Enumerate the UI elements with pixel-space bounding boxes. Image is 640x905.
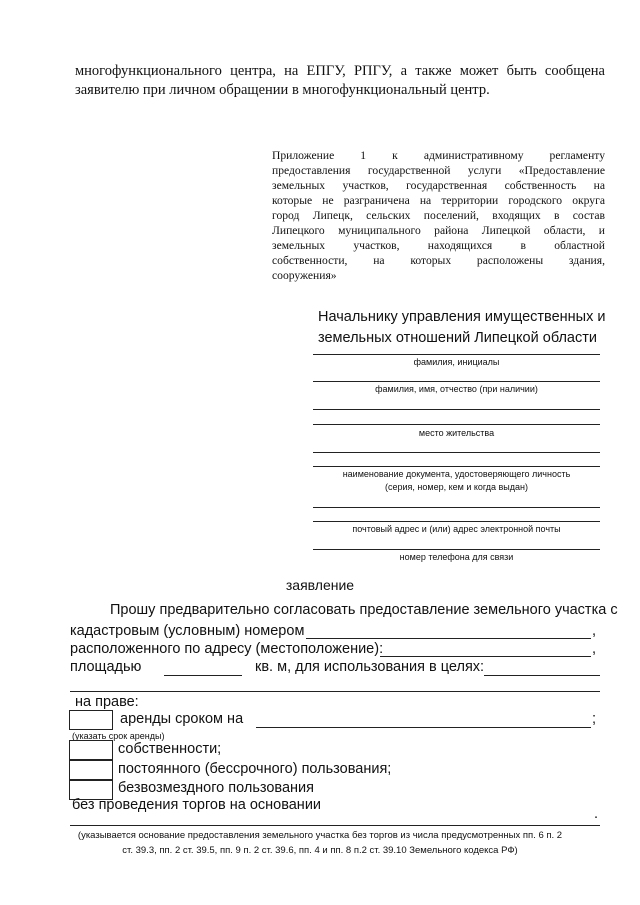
footnote-line-1: (указывается основание предоставления земельного участка без торгов из числа предусмотренных пп. 6 п. 2 [77, 830, 563, 841]
addressee-line-2: земельных отношений Липецкой области [318, 330, 597, 346]
id-doc-caption-2: (серия, номер, кем и когда выдан) [385, 482, 528, 492]
permanent-label: постоянного (бессрочного) пользования; [118, 761, 392, 777]
phone-line[interactable] [313, 549, 600, 550]
appendix-line: земельных участков, находящихся в областной [272, 239, 605, 252]
residence-line[interactable] [313, 424, 600, 425]
appendix-line: собственности, на которых расположены здания, [272, 254, 605, 267]
address-input[interactable] [380, 656, 591, 657]
cadastral-label: кадастровым (условным) номером [70, 623, 305, 639]
residence-caption: место жительства [418, 428, 495, 438]
addressee [318, 307, 605, 349]
postal-line[interactable] [313, 521, 600, 522]
lease-label: аренды сроком на [120, 711, 244, 727]
basis-input[interactable] [70, 825, 600, 826]
residence-line-2[interactable] [313, 452, 600, 453]
lease-term-input[interactable] [256, 727, 591, 728]
appendix-line: сооружения» [272, 269, 337, 282]
intro-line-2: заявителю при личном обращении в многофункциональный центр. [75, 82, 490, 98]
footnote [0, 828, 640, 858]
appendix-line: Приложение 1 к административному регламенту [272, 149, 605, 162]
cadastral-input[interactable] [306, 638, 591, 639]
addressee-line-1: Начальнику управления имущественных и [318, 309, 606, 325]
phone-caption: номер телефона для связи [399, 552, 514, 562]
footnote-line-2: ст. 39.3, пп. 2 ст. 39.5, пп. 9 п. 2 ст. 39.6, пп. 4 и пп. 8 п.2 ст. 39.10 Земельного кодекса РФ) [122, 845, 518, 856]
free-use-label: безвозмездного пользования [118, 780, 314, 796]
purpose-input[interactable] [484, 675, 600, 676]
address-label: расположенного по адресу (местоположение): [70, 641, 384, 657]
permanent-checkbox[interactable] [69, 760, 113, 780]
lease-term-note: (указать срок аренды) [72, 731, 165, 741]
ownership-checkbox[interactable] [69, 740, 113, 760]
fullname-line-2[interactable] [313, 409, 600, 410]
intro-line-1: многофункционального центра, на ЕПГУ, РПГУ, а также может быть сообщена [75, 63, 605, 79]
appendix-line: город Липецк, сельских поселений, входящих в состав [272, 209, 605, 222]
area-label: площадью [70, 659, 142, 675]
id-doc-line[interactable] [313, 466, 600, 467]
rights-title: на праве: [75, 694, 139, 710]
address-comma: , [592, 641, 597, 657]
area-input[interactable] [164, 675, 242, 676]
lease-checkbox[interactable] [69, 710, 113, 730]
appendix-line: Липецкого муниципального района Липецкой области, и [272, 224, 605, 237]
lease-semicolon: ; [592, 711, 597, 727]
ownership-label: собственности; [118, 741, 222, 757]
fullname-line[interactable] [313, 381, 600, 382]
surname-line[interactable] [313, 354, 600, 355]
basis-period: . [594, 806, 599, 822]
postal-caption: почтовый адрес и (или) адрес электронной почты [352, 524, 561, 534]
purpose-input-2[interactable] [70, 691, 600, 692]
no-auction-label: без проведения торгов на основании [72, 797, 322, 813]
appendix-block [272, 148, 605, 283]
id-doc-caption-1: наименование документа, удостоверяющего личность [342, 469, 571, 479]
appendix-line: предоставления государственной услуги «Предоставление [272, 164, 605, 177]
cadastral-comma: , [592, 623, 597, 639]
statement-line-1: Прошу предварительно согласовать предоставление земельного участка с [110, 602, 618, 618]
appendix-line: земельных участков, государственная собственность на [272, 179, 605, 192]
fullname-caption: фамилия, имя, отчество (при наличии) [375, 384, 538, 394]
surname-caption: фамилия, инициалы [413, 357, 500, 367]
appendix-line: которые не разграничена на территории городского округа [272, 194, 605, 207]
id-doc-line-2[interactable] [313, 507, 600, 508]
purpose-label: кв. м, для использования в целях: [255, 659, 485, 675]
statement-title: заявление [285, 577, 355, 593]
